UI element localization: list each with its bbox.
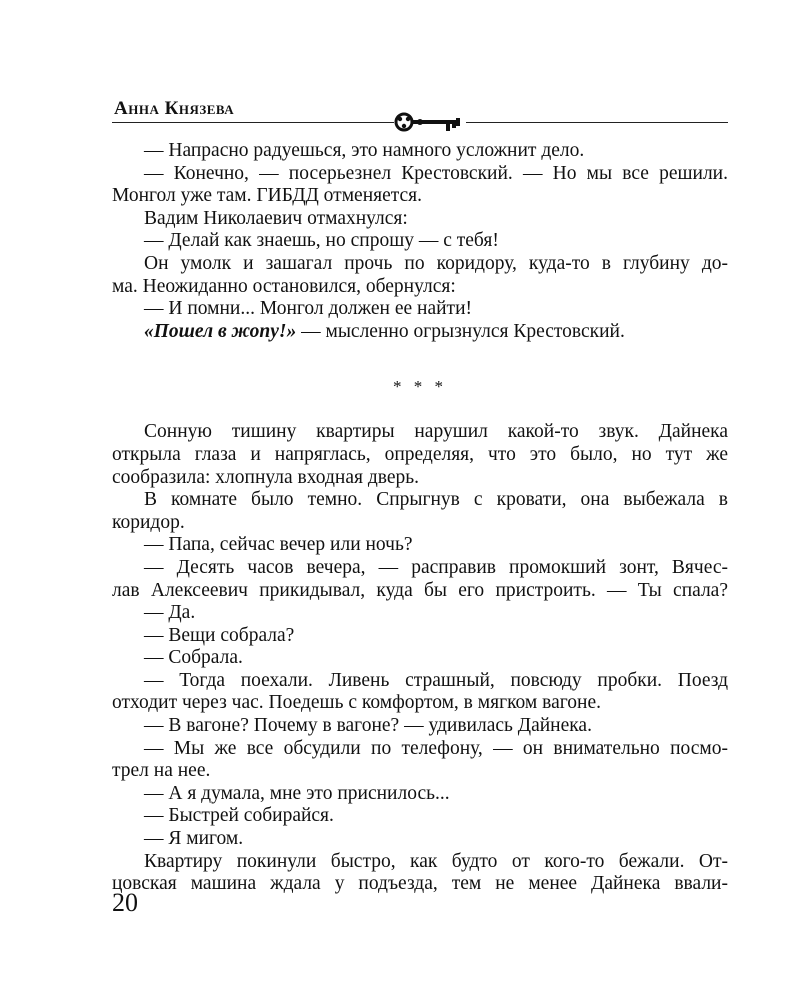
author-name: Анна Князева (114, 98, 235, 119)
text-line: открыла глаза и напряглась, определяя, что это было, но тут же (112, 443, 728, 465)
text-line: — И помни... Монгол должен ее найти! (144, 298, 472, 320)
text-line: В комнате было темно. Спрыгнув с кровати, она выбежала в (144, 489, 728, 511)
text-line: — В вагоне? Почему в вагоне? — удивилась Дайнека. (144, 715, 592, 737)
text-line (112, 321, 728, 344)
text-line: Вадим Николаевич отмахнулся: (144, 207, 408, 229)
text-line: — Вещи собрала? (144, 624, 295, 646)
text-line: — Напрасно радуешься, это намного усложнит дело. (144, 140, 585, 161)
text-line: — Мы же все обсудили по телефону, — он внимательно посмо- (144, 737, 728, 759)
text-line: — Я мигом. (144, 828, 244, 850)
text-line: Квартиру покинули быстро, как будто от кого-то бежали. От- (144, 850, 728, 872)
section-separator: * * * (393, 377, 447, 397)
text-line: лав Алексеевич прикидывал, куда бы его пристроить. — Ты спала? (112, 579, 728, 601)
text-line: — Тогда поехали. Ливень страшный, повсюду пробки. Поезд (144, 669, 728, 691)
text-line: коридор. (112, 511, 185, 533)
text-line: отходит через час. Поедешь с комфортом, в мягком вагоне. (112, 692, 601, 714)
text-block-1 (112, 140, 728, 321)
text-line: — Да. (144, 602, 196, 624)
text-line: Сонную тишину квартиры нарушил какой-то звук. Дайнека (144, 421, 728, 443)
text-line: — Десять часов вечера, — расправив промокший зонт, Вячес- (144, 556, 728, 578)
text-line: — А я думала, мне это приснилось... (144, 782, 450, 804)
text-line: ма. Неожиданно остановился, обернулся: (112, 275, 456, 297)
text-line: сообразила: хлопнула входная дверь. (112, 466, 420, 488)
text-line: цовская машина ждала у подъезда, тем не менее Дайнека ввали- (112, 873, 728, 895)
line-rest: — мысленно огрызнулся Крестовский. (296, 320, 625, 342)
spacer (112, 343, 728, 365)
text-line: Монгол уже там. ГИБДД отменяется. (112, 185, 423, 207)
text-line: — Папа, сейчас вечер или ночь? (144, 534, 413, 556)
text-line: — Делай как знаешь, но спрошу — с тебя! (144, 230, 499, 252)
text-line: — Быстрей собирайся. (144, 805, 334, 827)
text-line: — Конечно, — посерьезнел Крестовский. — Но мы все решили. (144, 162, 728, 184)
text-line: трел на нее. (112, 760, 211, 782)
text-block-2 (112, 421, 728, 895)
italic-phrase: «Пошел в жопу!» (144, 320, 297, 342)
page-number: 20 (112, 888, 138, 917)
text-line: — Собрала. (144, 647, 243, 669)
key-icon (394, 108, 466, 136)
running-header (112, 94, 728, 134)
page-body (112, 140, 728, 896)
text-line: Он умолк и зашагал прочь по коридору, куда-то в глубину до- (144, 252, 728, 274)
